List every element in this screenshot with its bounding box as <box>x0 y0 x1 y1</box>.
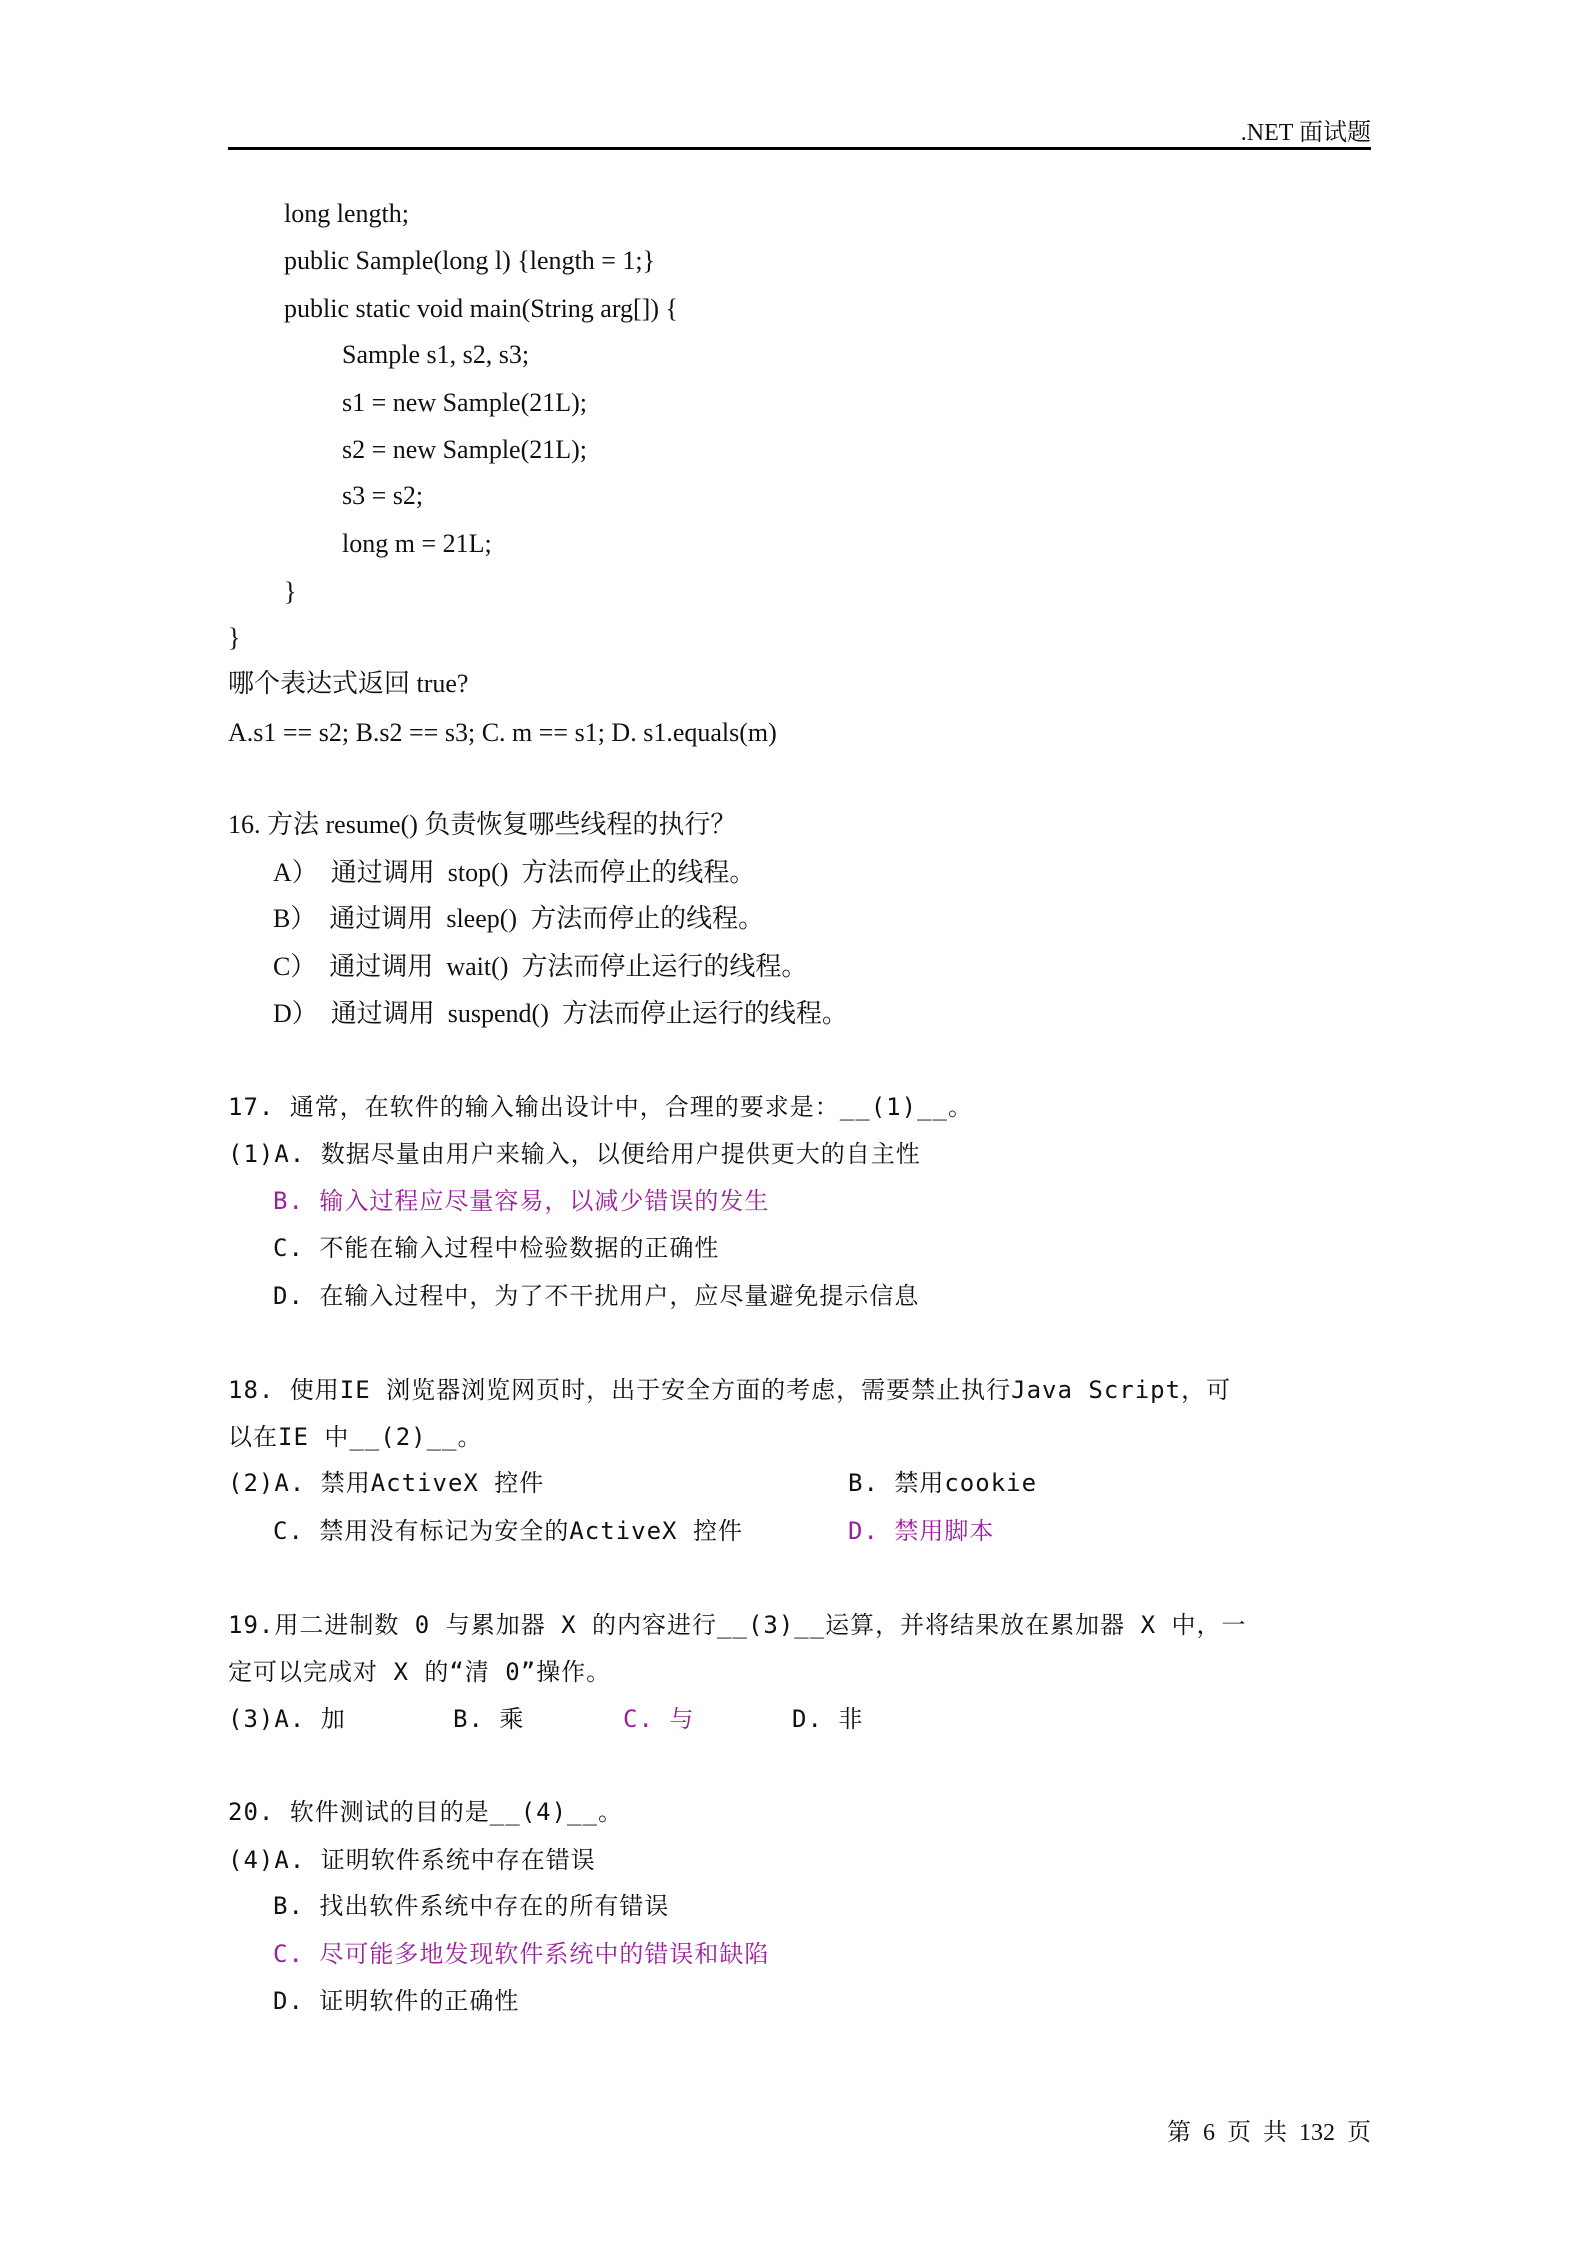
option: (3)A. 加 <box>228 1705 346 1733</box>
option: D） 通过调用 suspend() 方法而停止运行的线程。 <box>273 999 848 1028</box>
question-prompt: 18. 使用IE 浏览器浏览网页时，出于安全方面的考虑，需要禁止执行Java Script，可 <box>228 1376 1232 1404</box>
code-line: s3 = s2; <box>342 481 424 510</box>
header-rule <box>228 147 1371 150</box>
option-correct-answer: B. 输入过程应尽量容易，以减少错误的发生 <box>273 1187 770 1215</box>
question-prompt: 20. 软件测试的目的是__(4)__。 <box>228 1798 623 1826</box>
option: D. 在输入过程中，为了不干扰用户，应尽量避免提示信息 <box>273 1282 920 1310</box>
question-prompt: 定可以完成对 X 的“清 0”操作。 <box>228 1658 612 1686</box>
option: A） 通过调用 stop() 方法而停止的线程。 <box>273 858 756 887</box>
code-line: long m = 21L; <box>342 529 492 558</box>
question-prompt: 以在IE 中__(2)__。 <box>228 1423 483 1451</box>
question-prompt: 19.用二进制数 0 与累加器 X 的内容进行__(3)__运算，并将结果放在累加器 X 中，一 <box>228 1611 1247 1639</box>
option-correct-answer: C. 尽可能多地发现软件系统中的错误和缺陷 <box>273 1940 770 1968</box>
option: B） 通过调用 sleep() 方法而停止的线程。 <box>273 904 765 933</box>
question-options: A.s1 == s2; B.s2 == s3; C. m == s1; D. s1.equals(m) <box>228 718 777 747</box>
option: B. 禁用cookie <box>848 1469 1038 1497</box>
option: (4)A. 证明软件系统中存在错误 <box>228 1846 596 1874</box>
option: D. 非 <box>792 1705 864 1733</box>
option-correct-answer: D. 禁用脚本 <box>848 1517 995 1545</box>
code-line: s2 = new Sample(21L); <box>342 435 588 464</box>
option: C. 禁用没有标记为安全的ActiveX 控件 <box>273 1517 743 1545</box>
question-prompt: 哪个表达式返回 true? <box>228 669 469 698</box>
option: (1)A. 数据尽量由用户来输入，以便给用户提供更大的自主性 <box>228 1140 921 1168</box>
question-prompt: 16. 方法 resume() 负责恢复哪些线程的执行？ <box>228 810 737 839</box>
option-correct-answer: C. 与 <box>623 1705 695 1733</box>
option: B. 乘 <box>453 1705 525 1733</box>
option: B. 找出软件系统中存在的所有错误 <box>273 1892 670 1920</box>
option: D. 证明软件的正确性 <box>273 1987 520 2015</box>
code-line: } <box>284 577 297 606</box>
code-line: public Sample(long l) {length = 1;} <box>284 246 656 275</box>
option: C） 通过调用 wait() 方法而停止运行的线程。 <box>273 952 808 981</box>
code-line: Sample s1, s2, s3; <box>342 340 530 369</box>
option: C. 不能在输入过程中检验数据的正确性 <box>273 1234 720 1262</box>
option: (2)A. 禁用ActiveX 控件 <box>228 1469 545 1497</box>
code-line: public static void main(String arg[]) { <box>284 294 678 323</box>
header-title: .NET 面试题 <box>1240 120 1371 146</box>
question-prompt: 17. 通常，在软件的输入输出设计中，合理的要求是：__(1)__。 <box>228 1093 973 1121</box>
page-number: 第 6 页 共 132 页 <box>1167 2120 1371 2146</box>
code-line: long length; <box>284 199 409 228</box>
code-line: } <box>228 623 241 652</box>
code-line: s1 = new Sample(21L); <box>342 388 588 417</box>
